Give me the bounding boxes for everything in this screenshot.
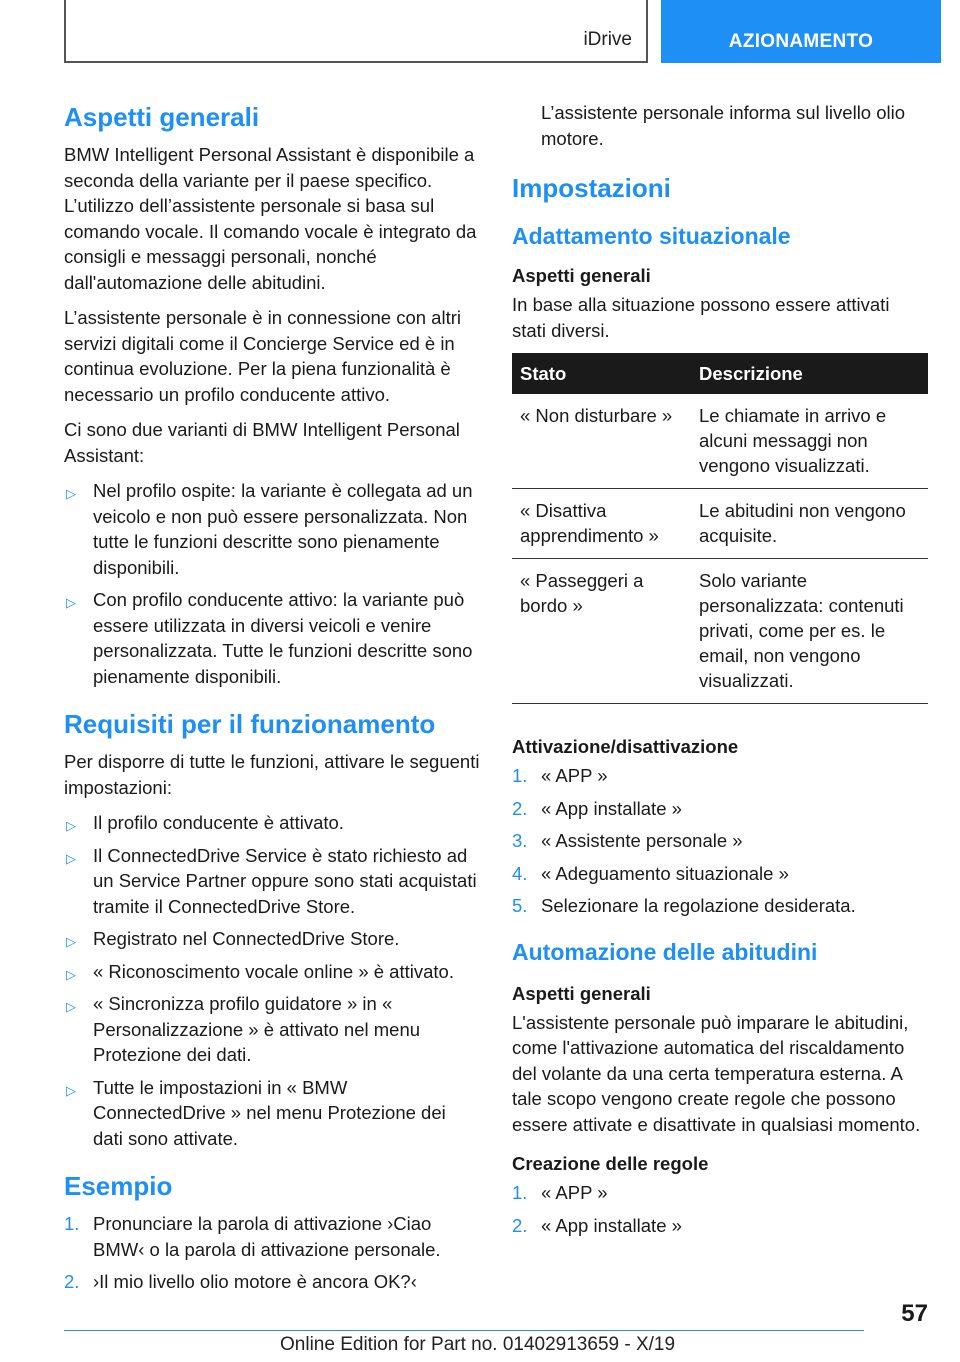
list-item: ▷ « Riconoscimento vocale online » è attivato. — [64, 959, 480, 985]
list-item: 2. « App installate » — [512, 797, 682, 819]
right-column — [512, 100, 928, 1248]
list-item: ▷ Il profilo conducente è attivato. — [64, 810, 480, 836]
triangle-bullet-icon: ▷ — [66, 1082, 76, 1098]
table-cell: Le chiamate in arrivo e alcuni messaggi non vengono visualizzati. — [691, 394, 928, 489]
table-cell: Le abitudini non vengono acquisite. — [691, 489, 928, 559]
table-cell: « Passeggeri a bordo » — [512, 559, 691, 704]
activation-steps — [512, 763, 928, 919]
list-item: ▷ « Sincronizza profilo guidatore » in « Personalizzazione » è attivato nel menu Protezione dei dati. — [66, 993, 421, 1065]
list-item: 3. « Assistente personale » — [512, 830, 743, 851]
list-item: 5. Selezionare la regolazione desiderata. — [512, 895, 856, 916]
table-row — [512, 394, 928, 489]
list-item: ▷ Registrato nel ConnectedDrive Store. — [64, 926, 480, 952]
triangle-bullet-icon: ▷ — [66, 999, 76, 1014]
triangle-bullet-icon: ▷ — [66, 595, 76, 610]
heading-general: Aspetti generali — [64, 102, 260, 132]
paragraph: BMW Intelligent Personal Assistant è disponibile a seconda della variante per il paese specifico. L’utilizzo dell’assistente personale si basa sul comando vocale. Il comando vocale è integrato da consigli e messaggi personali, nonché dall'automazione delle abitudini. — [64, 144, 477, 293]
paragraph: Per disporre di tutte le funzioni, attivare le seguenti impostazioni: — [64, 751, 480, 798]
heading-automation: Automazione delle abitudini — [512, 938, 818, 965]
paragraph: Ci sono due varianti di BMW Intelligent Personal Assistant: — [64, 419, 460, 466]
triangle-bullet-icon: ▷ — [66, 966, 76, 982]
triangle-bullet-icon: ▷ — [66, 850, 76, 866]
footer-text: Online Edition for Part no. 01402913659 - X/19 — [280, 1334, 676, 1355]
paragraph: L’assistente personale è in connessione con altri servizi digitali come il Concierge Service ed è in continua evoluzione. Per la piena funzionalità è necessario un profilo conducente attivo. — [64, 307, 461, 405]
table-cell: Solo variante personalizzata: contenuti privati, come per es. le email, non vengono visualizzati. — [691, 559, 928, 704]
subheading-general: Aspetti generali — [512, 982, 651, 1004]
list-item: 2. ›Il mio livello olio motore è ancora OK?‹ — [64, 1271, 417, 1292]
left-column — [64, 100, 480, 1305]
table-row — [512, 489, 928, 559]
chapter-title: iDrive — [583, 29, 632, 50]
paragraph: L'assistente personale può imparare le abitudini, come l'attivazione automatica del riscaldamento del volante da una certa temperatura esterna. A tale scopo vengono create regole che possono essere attivate e disattivate in qualsiasi momento. — [512, 1011, 921, 1135]
requirements-list — [64, 810, 480, 1151]
triangle-bullet-icon: ▷ — [66, 486, 76, 501]
list-item: 1. « APP » — [512, 1182, 608, 1203]
rules-steps — [512, 1180, 928, 1238]
subheading-rules: Creazione delle regole — [512, 1153, 709, 1174]
list-item: 1. « APP » — [512, 765, 608, 786]
triangle-bullet-icon: ▷ — [66, 818, 76, 833]
list-item: 1. Pronunciare la parola di attivazione ›Ciao BMW‹ o la parola di attivazione personale. — [64, 1213, 441, 1260]
header-chapter-box — [64, 0, 648, 63]
triangle-bullet-icon: ▷ — [66, 934, 76, 949]
heading-settings: Impostazioni — [512, 173, 671, 203]
variants-list — [64, 478, 480, 689]
column-header: Stato — [512, 353, 691, 394]
footer-divider — [64, 1330, 864, 1331]
list-item: 2. « App installate » — [512, 1214, 682, 1236]
list-item: ▷ Nel profilo ospite: la variante è collegata ad un veicolo e non può essere personalizzata. Non tutte le funzioni descritte sono pienamente disponibili. — [66, 480, 473, 578]
table-cell: « Non disturbare » — [512, 394, 691, 489]
page-number: 57 — [901, 1300, 928, 1327]
column-header: Descrizione — [691, 353, 928, 394]
section-tab: AZIONAMENTO — [661, 0, 941, 63]
heading-requirements: Requisiti per il funzionamento — [64, 709, 436, 739]
subheading-activation: Attivazione/disattivazione — [512, 736, 739, 757]
list-item: ▷ Il ConnectedDrive Service è stato richiesto ad un Service Partner oppure sono stati acquistati tramite il ConnectedDrive Store. — [66, 844, 477, 917]
subheading-general: Aspetti generali — [512, 265, 651, 286]
heading-example: Esempio — [64, 1171, 173, 1201]
list-item: 4. « Adeguamento situazionale » — [512, 862, 789, 884]
paragraph: In base alla situazione possono essere attivati stati diversi. — [512, 294, 890, 341]
table-cell: « Disattiva apprendimento » — [512, 489, 691, 559]
paragraph: L’assistente personale informa sul livello olio motore. — [541, 102, 906, 149]
table-header-row — [512, 353, 928, 394]
example-steps — [64, 1211, 480, 1295]
list-item: ▷ Tutte le impostazioni in « BMW ConnectedDrive » nel menu Protezione dei dati sono attivate. — [66, 1076, 446, 1149]
list-item: ▷ Con profilo conducente attivo: la variante può essere utilizzata in diversi veicoli e venire personalizzata. Tutte le funzioni descritte sono pienamente disponibili. — [66, 589, 473, 687]
states-table — [512, 353, 928, 704]
heading-situational: Adattamento situazionale — [512, 223, 791, 249]
table-row — [512, 559, 928, 704]
